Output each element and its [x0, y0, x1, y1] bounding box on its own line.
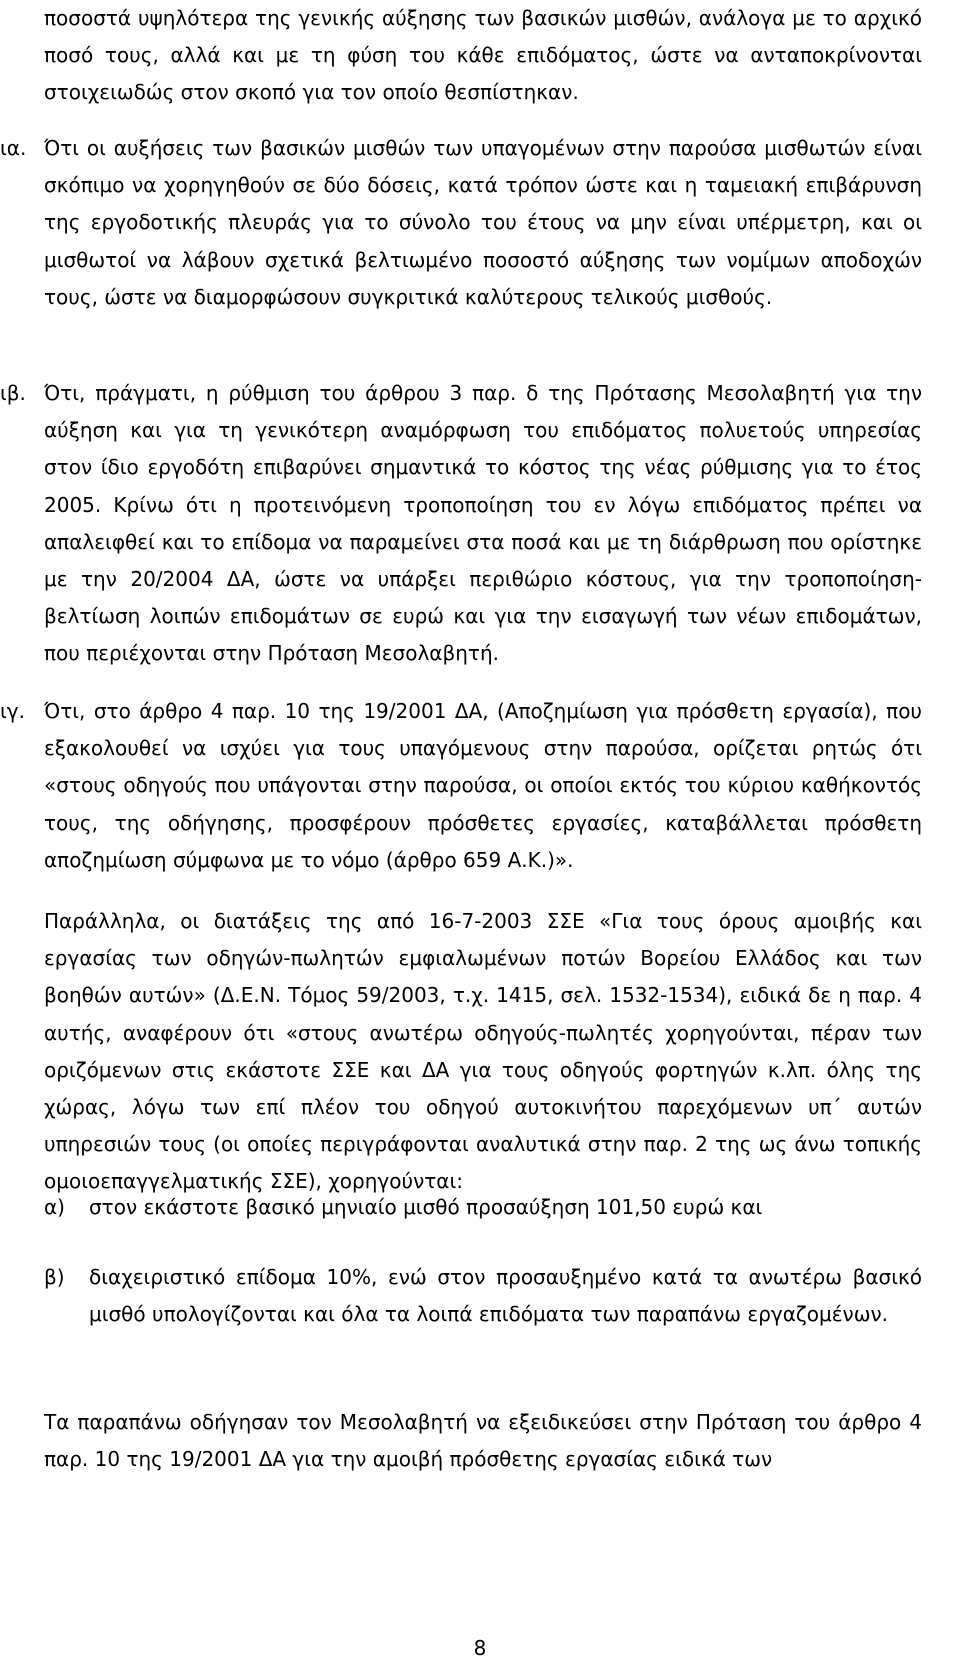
item-marker-ig: ιγ.: [0, 699, 25, 723]
paragraph-parallel-provisions: Παράλληλα, οι διατάξεις της από 16-7-2003 ΣΣΕ «Για τους όρους αμοιβής και εργασίας των οδηγών-πωλητών εμφιαλωμένων ποτών Βορείου Ελλάδος και των βοηθών αυτών» (Δ.Ε.Ν. Τόμος 59/2003, τ.χ. 1415, σελ. 1532-1534), ειδικά δε η παρ. 4 αυτής, αναφέρουν ότι «στους ανωτέρω οδηγούς-πωλητές χορηγούνται, πέραν των οριζόμενων στις εκάστοτε ΣΣΕ και ΔΑ για τους οδηγούς φορτηγών κ.λπ. όλης της χώρας, λόγω των επί πλέον του οδηγού αυτοκινήτου παρεχόμενων υπ΄ αυτών υπηρεσιών τους (οι οποίες περιγράφονται αναλυτικά στην παρ. 2 της ως άνω τοπικής ομοιοεπαγγελματικής ΣΣΕ), χορηγούνται:: [44, 909, 922, 1194]
item-marker-ib: ιβ.: [0, 381, 26, 405]
paragraph-ia: Ότι οι αυξήσεις των βασικών μισθών των υπαγομένων στην παρούσα μισθωτών είναι σκόπιμο να χορηγηθούν σε δύο δόσεις, κατά τρόπον ώστε και η ταμειακή επιβάρυνση της εργοδοτικής πλευράς για το σύνολο του έτους να μην είναι υπέρμετρη, και οι μισθωτοί να λάβουν σχετικά βελτιωμένο ποσοστό αύξησης των νομίμων αποδοχών τους, ώστε να διαμορφώσουν συγκριτικά καλύτερους τελικούς μισθούς.: [44, 136, 922, 309]
list-item-b: διαχειριστικό επίδομα 10%, ενώ στον προσαυξημένο κατά τα ανωτέρω βασικό μισθό υπολογίζονται και όλα τα λοιπά επιδόματα των παραπάνω εργαζομένων.: [89, 1265, 922, 1327]
list-item-a: στον εκάστοτε βασικό μηνιαίο μισθό προσαύξηση 101,50 ευρώ και: [89, 1195, 763, 1219]
paragraph-continuation: ποσοστά υψηλότερα της γενικής αύξησης των βασικών μισθών, ανάλογα με το αρχικό ποσό τους, αλλά και με τη φύση του κάθε επιδόματος, ώστε να ανταποκρίνονται στοιχειωδώς στον σκοπό για τον οποίο θεσπίστηκαν.: [44, 6, 922, 105]
list-marker-a: α): [44, 1195, 65, 1219]
paragraph-ib: Ότι, πράγματι, η ρύθμιση του άρθρου 3 παρ. δ της Πρότασης Μεσολαβητή για την αύξηση και για τη γενικότερη αναμόρφωση του επιδόματος πολυετούς υπηρεσίας στον ίδιο εργοδότη επιβαρύνει σημαντικά το κόστος της νέας ρύθμισης για το έτος 2005. Κρίνω ότι η προτεινόμενη τροποποίηση του εν λόγω επιδόματος πρέπει να απαλειφθεί και το επίδομα να παραμείνει στα ποσά και με τη διάρθρωση που ορίστηκε με την 20/2004 ΔΑ, ώστε να υπάρξει περιθώριο κόστους, για την τροποποίηση-βελτίωση λοιπών επιδομάτων σε ευρώ και για την εισαγωγή των νέων επιδομάτων, που περιέχονται στην Πρόταση Μεσολαβητή.: [44, 381, 922, 666]
page-number: 8: [473, 1636, 487, 1660]
list-marker-b: β): [44, 1265, 65, 1289]
paragraph-ig: Ότι, στο άρθρο 4 παρ. 10 της 19/2001 ΔΑ, (Αποζημίωση για πρόσθετη εργασία), που εξακολουθεί να ισχύει για τους υπαγόμενους στην παρούσα, ορίζεται ρητώς ότι «στους οδηγούς που υπάγονται στην παρούσα, οι οποίοι εκτός του κύριου καθήκοντός τους, της οδήγησης, προσφέρουν πρόσθετες εργασίες, καταβάλλεται πρόσθετη αποζημίωση σύμφωνα με το νόμο (άρθρο 659 Α.Κ.)».: [44, 699, 922, 872]
paragraph-closing: Τα παραπάνω οδήγησαν τον Μεσολαβητή να εξειδικεύσει στην Πρόταση του άρθρο 4 παρ. 10 της 19/2001 ΔΑ για την αμοιβή πρόσθετης εργασίας ειδικά των: [44, 1410, 922, 1472]
item-marker-ia: ια.: [0, 136, 27, 160]
